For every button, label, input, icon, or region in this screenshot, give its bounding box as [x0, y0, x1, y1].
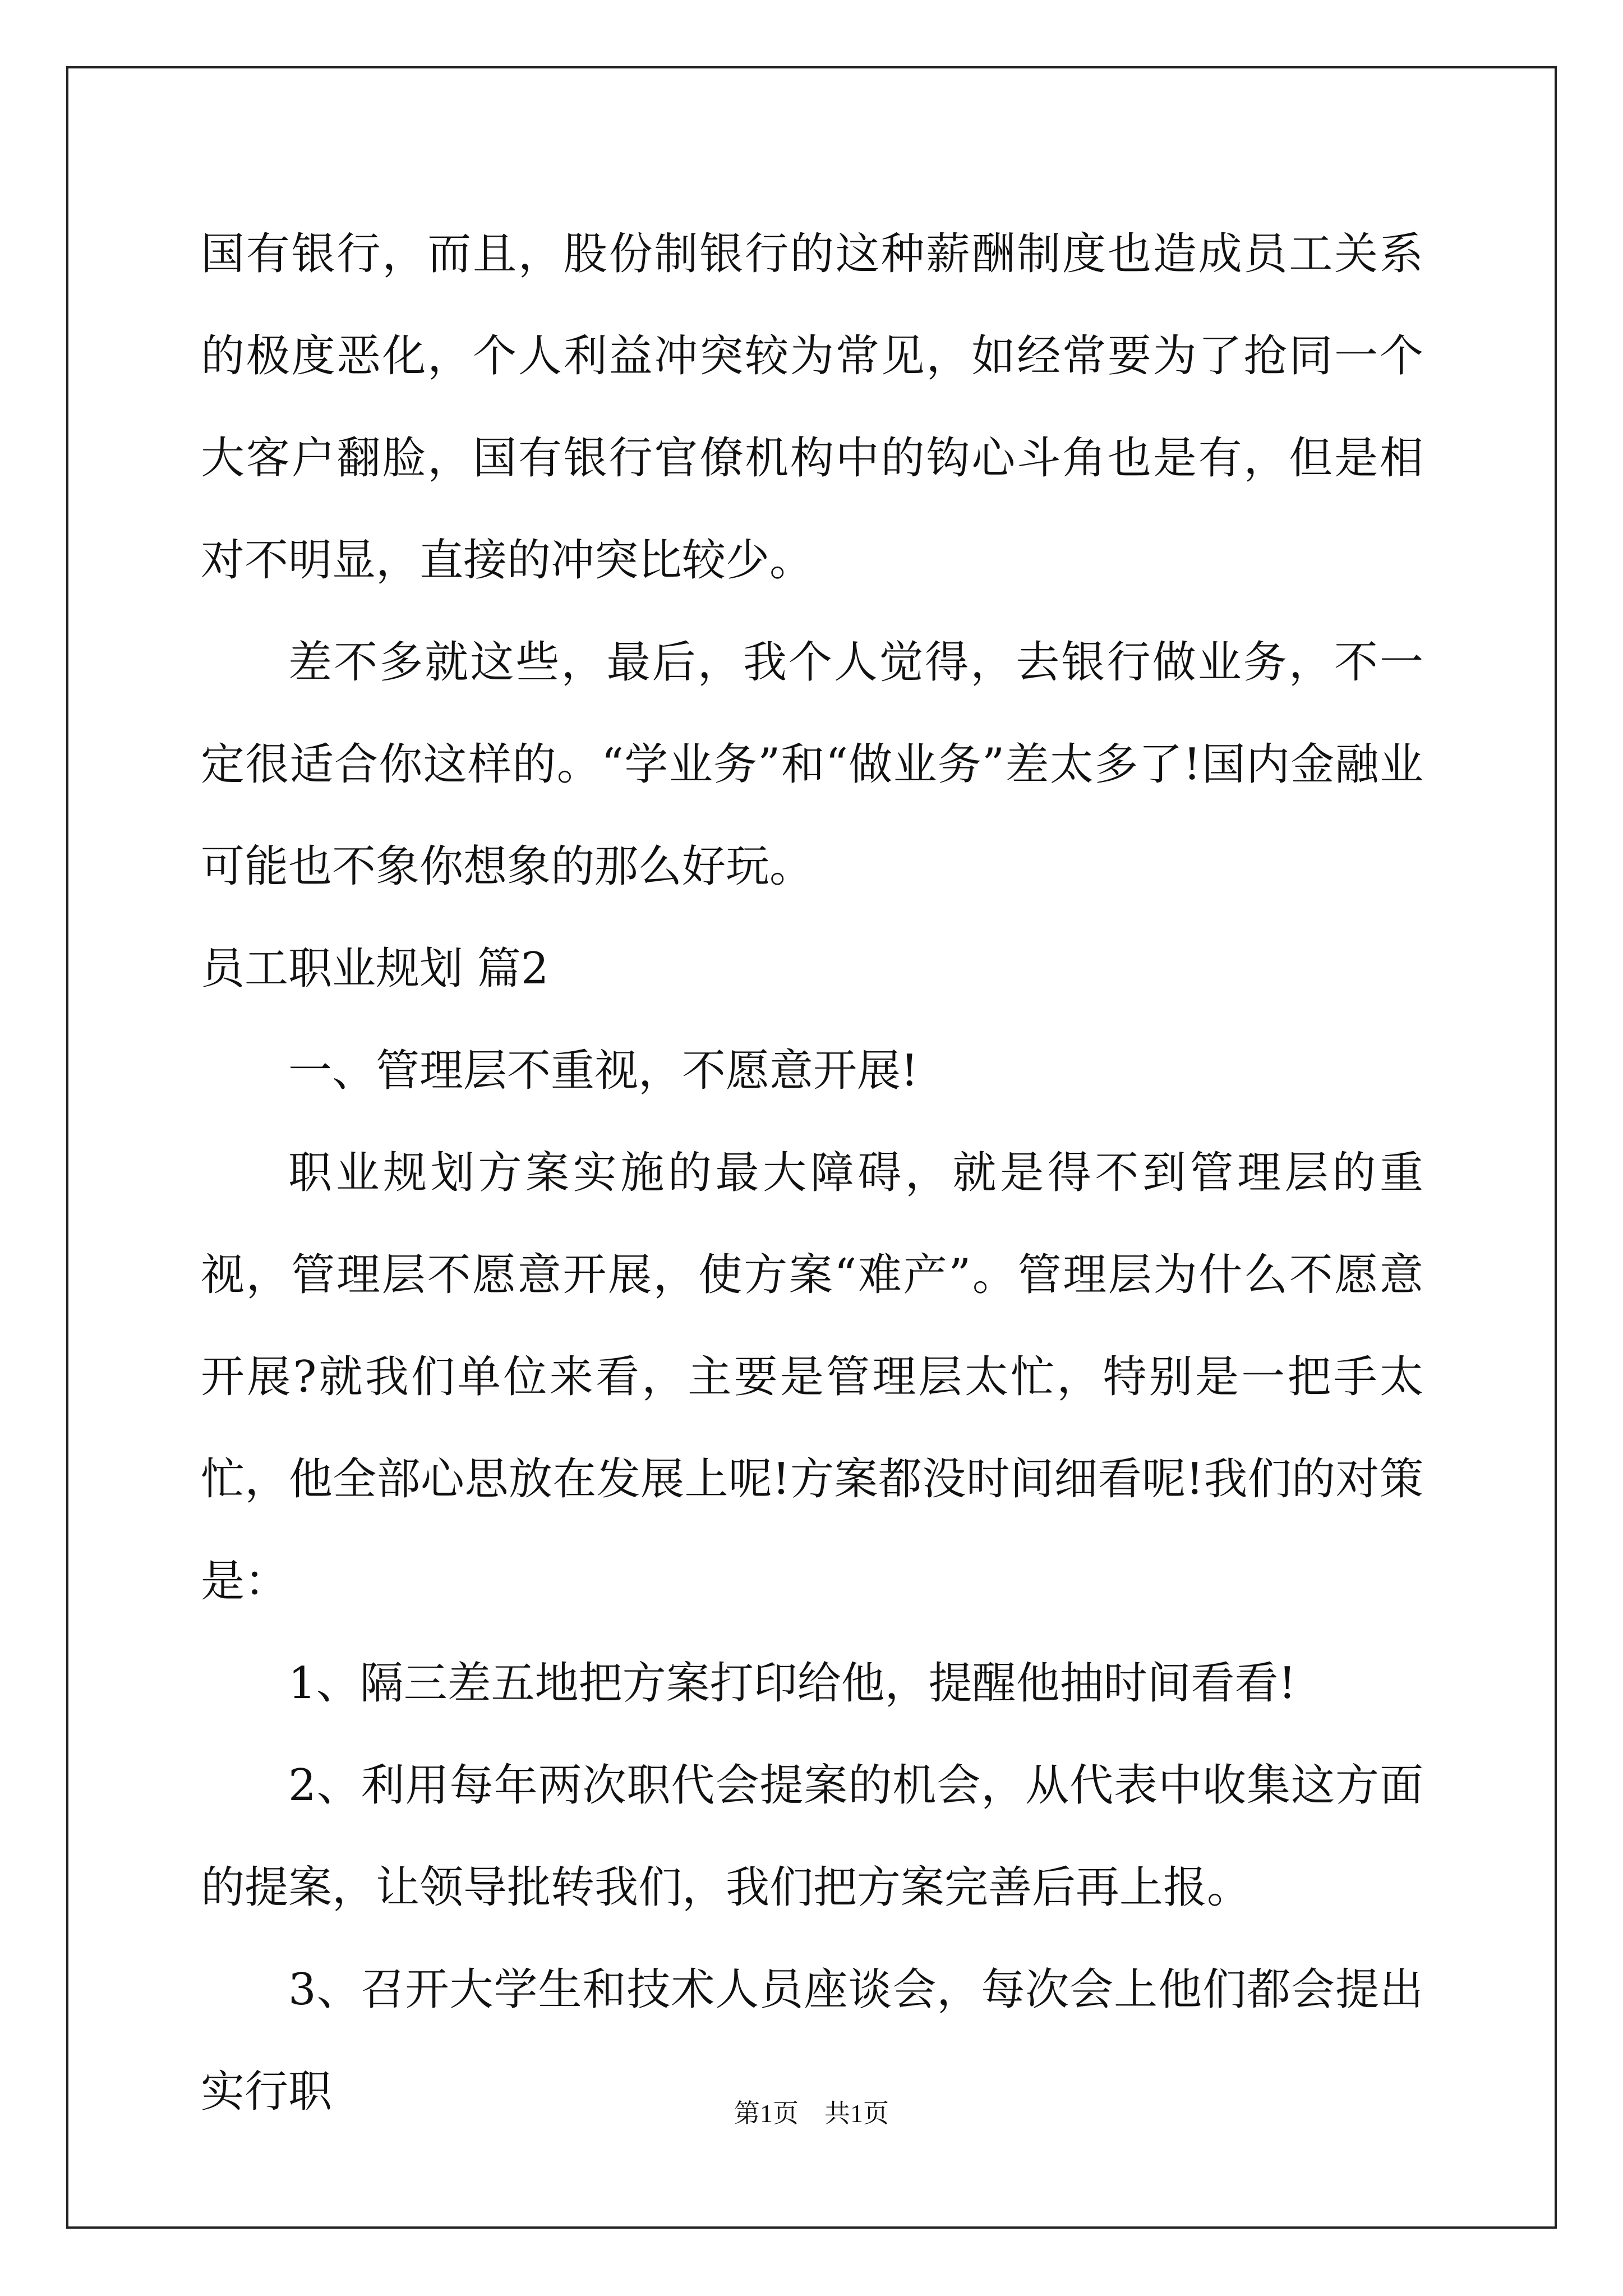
paragraph: 国有银行，而且，股份制银行的这种薪酬制度也造成员工关系的极度恶化，个人利益冲突较为常见，如经常要为了抢同一个大客户翻脸，国有银行官僚机构中的钩心斗角也是有，但是相对不明显，直接的冲突比较少。	[201, 229, 1423, 586]
paragraph: 一、管理层不重视，不愿意开展!	[288, 1046, 919, 1096]
page-number-footer: 第1页 共1页	[734, 2099, 889, 2128]
paragraph: 差不多就这些，最后，我个人觉得，去银行做业务，不一定很适合你这样的。“学业务”和“做业务”差太多了!国内金融业可能也不象你想象的那么好玩。	[201, 637, 1423, 892]
section-heading: 员工职业规划 篇2	[201, 944, 549, 994]
paragraph: 2、利用每年两次职代会提案的机会，从代表中收集这方面的提案，让领导批转我们，我们把方案完善后再上报。	[201, 1760, 1423, 1913]
paragraph: 3、召开大学生和技术人员座谈会，每次会上他们都会提出实行职	[201, 1964, 1423, 2117]
paragraph: 职业规划方案实施的最大障碍，就是得不到管理层的重视，管理层不愿意开展，使方案“难产”。管理层为什么不愿意开展?就我们单位来看，主要是管理层太忙，特别是一把手太忙，他全部心思放在发展上呢!方案都没时间细看呢!我们的对策是：	[201, 1148, 1423, 1607]
paragraph: 1、隔三差五地把方案打印给他，提醒他抽时间看看!	[288, 1658, 1296, 1709]
document-body	[201, 203, 1423, 2143]
